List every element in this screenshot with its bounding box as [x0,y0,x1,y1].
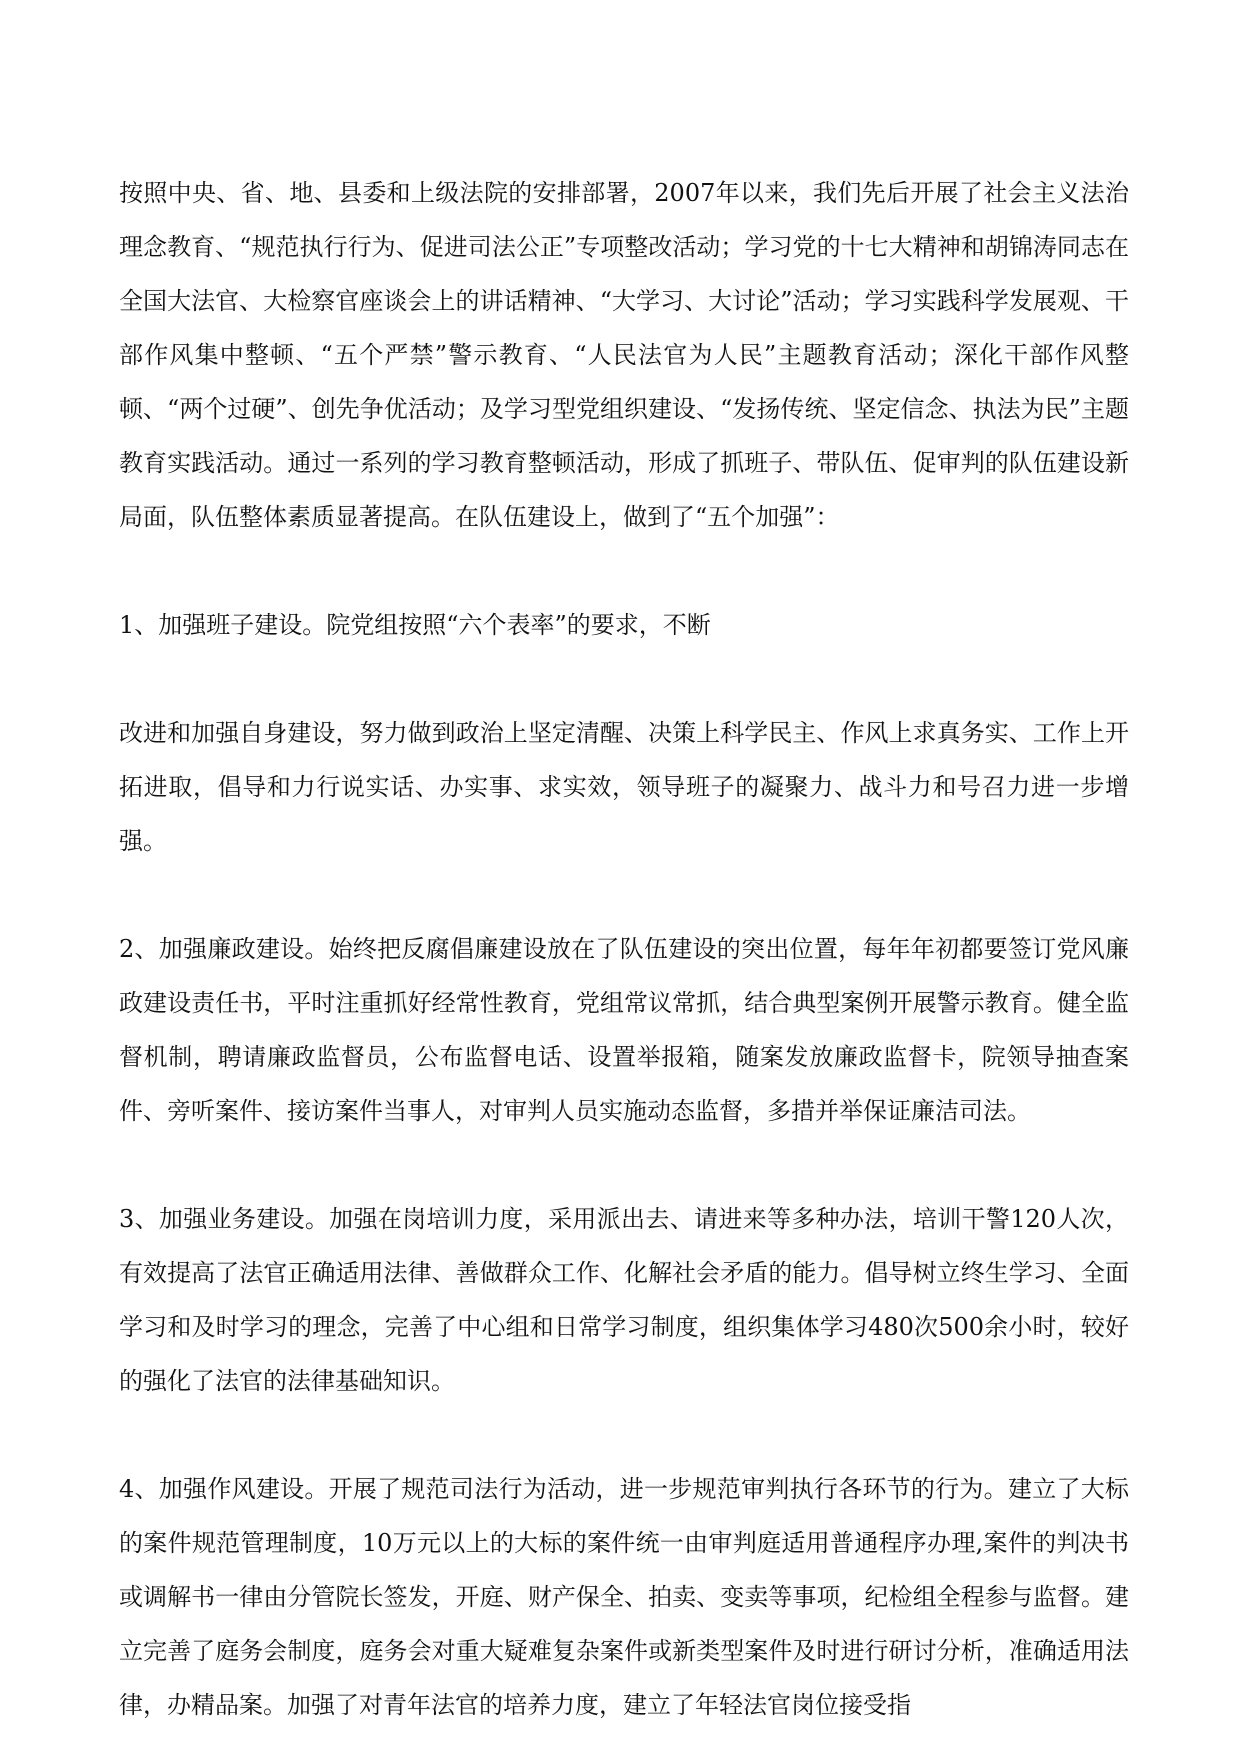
paragraph-item-1-heading: 1、加强班子建设。院党组按照“六个表率”的要求，不断 [119,611,711,639]
document-body [119,166,1129,1732]
paragraph-spacer [119,652,1129,706]
paragraph-item-3: 3、加强业务建设。加强在岗培训力度，采用派出去、请进来等多种办法，培训干警120人次，有效提高了法官正确适用法律、善做群众工作、化解社会矛盾的能力。倡导树立终生学习、全面学习和及时学习的理念，完善了中心组和日常学习制度，组织集体学习480次500余小时，较好的强化了法官的法律基础知识。 [119,1205,1129,1395]
paragraph-item-1-body: 改进和加强自身建设，努力做到政治上坚定清醒、决策上科学民主、作风上求真务实、工作上开拓进取，倡导和力行说实话、办实事、求实效，领导班子的凝聚力、战斗力和号召力进一步增强。 [119,719,1129,855]
paragraph-spacer [119,1138,1129,1192]
paragraph-intro: 按照中央、省、地、县委和上级法院的安排部署，2007年以来，我们先后开展了社会主义法治理念教育、“规范执行行为、促进司法公正”专项整改活动；学习党的十七大精神和胡锦涛同志在全国大法官、大检察官座谈会上的讲话精神、“大学习、大讨论”活动；学习实践科学发展观、干部作风集中整顿、“五个严禁”警示教育、“人民法官为人民”主题教育活动；深化干部作风整顿、“两个过硬”、创先争优活动；及学习型党组织建设、“发扬传统、坚定信念、执法为民”主题教育实践活动。通过一系列的学习教育整顿活动，形成了抓班子、带队伍、促审判的队伍建设新局面，队伍整体素质显著提高。在队伍建设上，做到了“五个加强”： [119,179,1129,531]
paragraph-spacer [119,1408,1129,1462]
paragraph-spacer [119,868,1129,922]
paragraph-item-4: 4、加强作风建设。开展了规范司法行为活动，进一步规范审判执行各环节的行为。建立了大标的案件规范管理制度，10万元以上的大标的案件统一由审判庭适用普通程序办理,案件的判决书或调解书一律由分管院长签发，开庭、财产保全、拍卖、变卖等事项，纪检组全程参与监督。建立完善了庭务会制度，庭务会对重大疑难复杂案件或新类型案件及时进行研讨分析，准确适用法律，办精品案。加强了对青年法官的培养力度，建立了年轻法官岗位接受指 [119,1475,1129,1719]
paragraph-item-2: 2、加强廉政建设。始终把反腐倡廉建设放在了队伍建设的突出位置，每年年初都要签订党风廉政建设责任书，平时注重抓好经常性教育，党组常议常抓，结合典型案例开展警示教育。健全监督机制，聘请廉政监督员，公布监督电话、设置举报箱，随案发放廉政监督卡，院领导抽查案件、旁听案件、接访案件当事人，对审判人员实施动态监督，多措并举保证廉洁司法。 [119,935,1129,1125]
paragraph-spacer [119,544,1129,598]
